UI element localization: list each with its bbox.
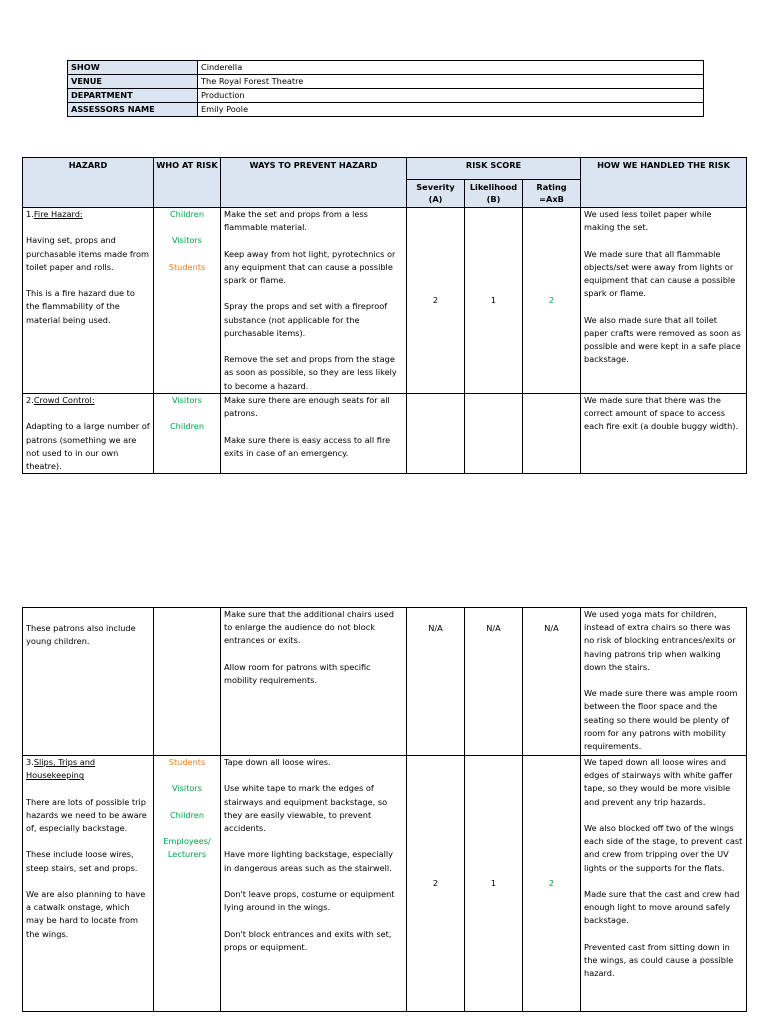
hazard-title: Fire Hazard:	[33, 209, 83, 219]
hazard-row-slips	[23, 756, 747, 1012]
prevention-cell: Make sure that the additional chairs used to enlarge the audience do not block entrances or exits. Allow room for patrons with specific mobility requirements.	[221, 608, 407, 756]
info-value: The Royal Forest Theatre	[198, 75, 704, 89]
hazard-row-crowd-continued	[23, 608, 747, 756]
handled-cell: We made sure that there was the correct amount of space to access each fire exit (a double buggy width).	[581, 394, 747, 474]
likelihood-value: 1	[465, 756, 523, 1012]
hazard-cell: 1.Fire Hazard: Having set, props and purchasable items made from toilet paper and rolls. This is a fire hazard due to the flammability of the material being used.	[23, 208, 154, 394]
hazard-description: There are lots of possible trip hazards we need to be aware of, especially backstage.	[26, 796, 147, 833]
hazard-description: We are also planning to have a catwalk onstage, which may be hard to locate from the wings.	[26, 888, 146, 939]
hazard-title: Crowd Control:	[33, 395, 95, 405]
header-who-at-risk: WHO AT RISK	[154, 158, 221, 208]
likelihood-value	[465, 394, 523, 474]
severity-value: 2	[407, 756, 465, 1012]
header-hazard: HAZARD	[23, 158, 154, 208]
hazard-description: These patrons also include young children.	[26, 623, 136, 647]
info-label: ASSESSORS NAME	[68, 103, 198, 117]
info-label: DEPARTMENT	[68, 89, 198, 103]
rating-value: 2	[523, 756, 581, 1012]
hazard-description: Having set, props and purchasable items made from toilet paper and rolls.	[26, 235, 149, 272]
hazard-row-fire	[23, 208, 747, 394]
header-row	[23, 158, 747, 180]
who-at-risk-cell: Visitors Children	[154, 394, 221, 474]
header-risk-score: RISK SCORE	[407, 158, 581, 180]
info-row-venue	[68, 75, 704, 89]
who-at-risk-cell: Children Visitors Students	[154, 208, 221, 394]
hazard-cell: 3.Slips, Trips and Housekeeping There are lots of possible trip hazards we need to be aware of, especially backstage. These include loose wires, steep stairs, set and props. We are also planning to have a catwalk onstage, which may be hard to locate from the wings.	[23, 756, 154, 1012]
info-value: Emily Poole	[198, 103, 704, 117]
severity-value: 2	[407, 208, 465, 394]
prevention-cell: Make the set and props from a less flammable material. Keep away from hot light, pyrotechnics or any equipment that can cause a possible spark or flame. Spray the props and set with a fireproof substance (not applicable for the purchasable items). Remove the set and props from the stage as soon as possible, so they are less likely to become a hazard.	[221, 208, 407, 394]
rating-value: 2	[523, 208, 581, 394]
likelihood-value: N/A	[465, 608, 523, 756]
rating-value: N/A	[523, 608, 581, 756]
info-label: SHOW	[68, 61, 198, 75]
hazard-description: These include loose wires, steep stairs, set and props.	[26, 849, 138, 873]
info-label: VENUE	[68, 75, 198, 89]
handled-cell: We used yoga mats for children, instead of extra chairs so there was no risk of blocking entrances/exits or having patrons trip when walking down the stairs. We made sure there was ample room between the floor space and the seating so there would be plenty of room for any patrons with mobility requirements.	[581, 608, 747, 756]
header-ways-to-prevent: WAYS TO PREVENT HAZARD	[221, 158, 407, 208]
hazard-cell	[23, 608, 154, 756]
header-severity: Severity (A)	[407, 180, 465, 208]
who-at-risk-cell	[154, 608, 221, 756]
hazard-title: Slips, Trips and Housekeeping	[26, 757, 96, 781]
hazard-description: This is a fire hazard due to the flammability of the material being used.	[26, 288, 135, 325]
handled-cell: We taped down all loose wires and edges of stairways with white gaffer tape, so they would be more visible and prevent any trip hazards. We also blocked off two of the wings each side of the stage, to prevent cast and crew from tripping over the UV lights or the supports for the flats. Made sure that the cast and crew had enough light to move around safely backstage. Prevented cast from sitting down in the wings, as could cause a possible hazard.	[581, 756, 747, 1012]
rating-value	[523, 394, 581, 474]
info-row-assessor	[68, 103, 704, 117]
hazard-description: Adapting to a large number of patrons (something we are not used to in our own theatre).	[26, 421, 150, 471]
likelihood-value: 1	[465, 208, 523, 394]
hazard-row-crowd	[23, 394, 747, 474]
handled-cell: We used less toilet paper while making the set. We made sure that all flammable objects/set were away from lights or equipment that can cause a possible spark or flame. We also made sure that all toilet paper crafts were removed as soon as possible and were kept in a safe place backstage.	[581, 208, 747, 394]
hazard-cell: 2.Crowd Control: Adapting to a large number of patrons (something we are not used to in our own theatre).	[23, 394, 154, 474]
prevention-cell: Tape down all loose wires. Use white tape to mark the edges of stairways and equipment backstage, so they are easily viewable, to prevent accidents. Have more lighting backstage, especially in dangerous areas such as the stairwell. Don't leave props, costume or equipment lying around in the wings. Don't block entrances and exits with set, props or equipment.	[221, 756, 407, 1012]
severity-value: N/A	[407, 608, 465, 756]
info-value: Production	[198, 89, 704, 103]
severity-value	[407, 394, 465, 474]
info-row-show	[68, 61, 704, 75]
risk-table-continued	[22, 607, 747, 1012]
info-row-department	[68, 89, 704, 103]
info-table	[67, 60, 704, 117]
prevention-cell: Make sure there are enough seats for all patrons. Make sure there is easy access to all fire exits in case of an emergency.	[221, 394, 407, 474]
header-likelihood: Likelihood (B)	[465, 180, 523, 208]
header-rating: Rating =AxB	[523, 180, 581, 208]
risk-table	[22, 157, 747, 474]
info-value: Cinderella	[198, 61, 704, 75]
header-how-handled: HOW WE HANDLED THE RISK	[581, 158, 747, 208]
who-at-risk-cell: Students Visitors Children Employees/ Lecturers	[154, 756, 221, 1012]
